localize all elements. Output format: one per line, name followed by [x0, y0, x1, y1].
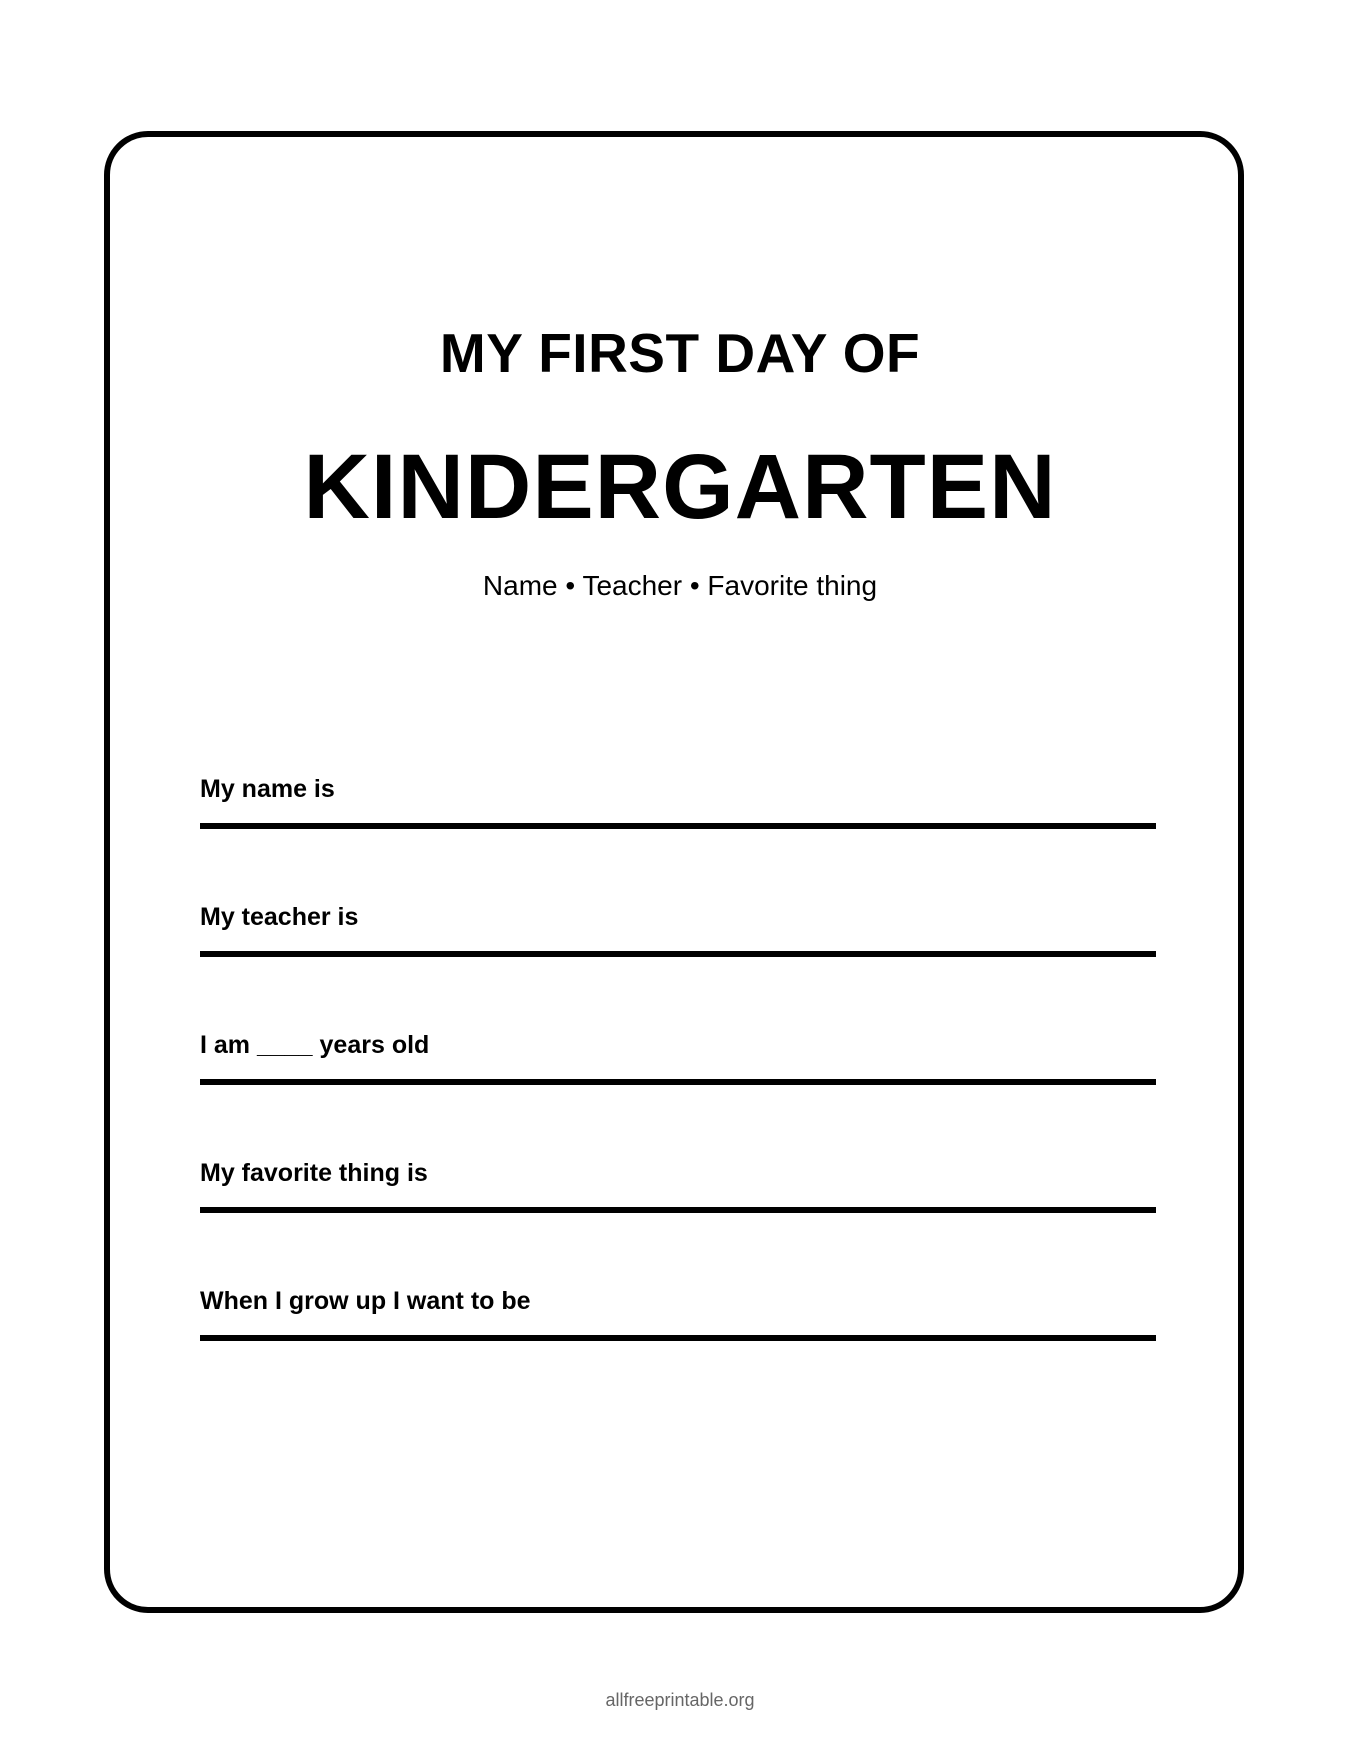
- grow-up-field-label: When I grow up I want to be: [200, 1287, 531, 1315]
- teacher-field[interactable]: [200, 901, 1156, 971]
- favorite-thing-field-label: My favorite thing is: [200, 1159, 428, 1187]
- name-write-line[interactable]: [200, 823, 1156, 829]
- age-write-line[interactable]: [200, 1079, 1156, 1085]
- name-field[interactable]: [200, 773, 1156, 843]
- age-field[interactable]: [200, 1029, 1156, 1099]
- title-line-2: KINDERGARTEN: [303, 436, 1057, 538]
- grow-up-write-line[interactable]: [200, 1335, 1156, 1341]
- favorite-thing-field[interactable]: [200, 1157, 1156, 1227]
- footer-source: allfreeprintable.org: [605, 1690, 755, 1710]
- title-line-1: MY FIRST DAY OF: [439, 322, 921, 384]
- grow-up-field[interactable]: [200, 1285, 1156, 1355]
- name-field-label: My name is: [200, 775, 335, 803]
- subtitle: Name • Teacher • Favorite thing: [482, 570, 878, 601]
- teacher-field-label: My teacher is: [200, 903, 359, 931]
- teacher-write-line[interactable]: [200, 951, 1156, 957]
- favorite-thing-write-line[interactable]: [200, 1207, 1156, 1213]
- age-field-label: I am ____ years old: [200, 1031, 430, 1059]
